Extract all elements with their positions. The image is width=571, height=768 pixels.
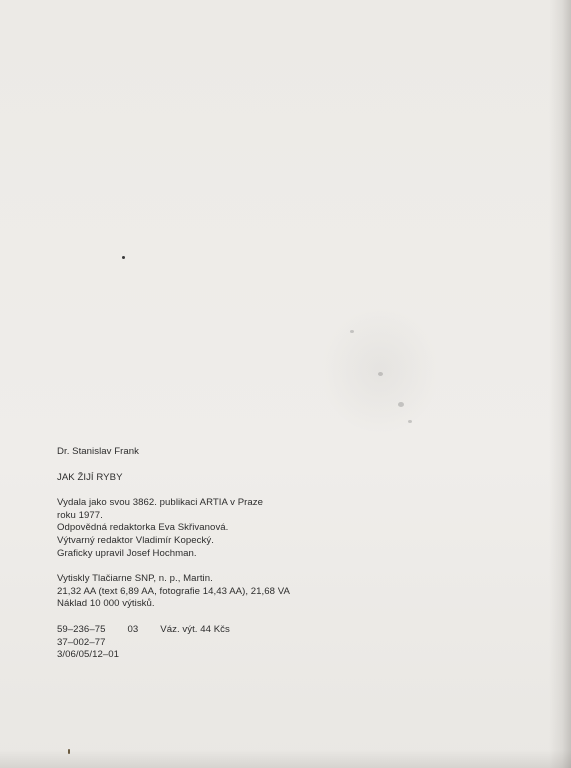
- imprint-block: [57, 446, 357, 662]
- catalog-code: 37–002–77: [57, 636, 106, 648]
- print-run-line: Náklad 10 000 výtisků.: [57, 598, 155, 610]
- publisher-line: roku 1977.: [57, 509, 103, 521]
- book-title: JAK ŽIJÍ RYBY: [57, 471, 123, 483]
- sheets-line: 21,32 AA (text 6,89 AA, fotografie 14,43 AA), 21,68 VA: [57, 585, 290, 597]
- printer-line: Vytiskly Tlačiarne SNP, n. p., Martin.: [57, 573, 213, 585]
- paper-speck: [350, 330, 354, 333]
- code-price-row: [57, 624, 357, 637]
- art-editor-line: Výtvarný redaktor Vladimír Kopecký.: [57, 534, 214, 546]
- author-name: Dr. Stanislav Frank: [57, 446, 139, 457]
- publication-number: 03: [127, 623, 139, 635]
- page-edge-shadow: [549, 0, 571, 768]
- graphic-design-line: Graficky upravil Josef Hochman.: [57, 547, 197, 559]
- paper-speck: [378, 372, 383, 376]
- publisher-line: Vydala jako svou 3862. publikaci ARTIA v Praze: [57, 497, 264, 509]
- ink-dot: [122, 256, 125, 259]
- paper-speck: [408, 420, 412, 423]
- publication-code: 59–236–75: [57, 623, 106, 635]
- paper-speck: [398, 402, 404, 407]
- price: Váz. výt. 44 Kčs: [160, 623, 230, 635]
- page-bottom-shadow: [0, 750, 571, 768]
- ink-mark: [68, 749, 70, 754]
- editor-line: Odpovědná redaktorka Eva Skřivanová.: [57, 522, 229, 534]
- catalog-code: 3/06/05/12–01: [57, 649, 120, 661]
